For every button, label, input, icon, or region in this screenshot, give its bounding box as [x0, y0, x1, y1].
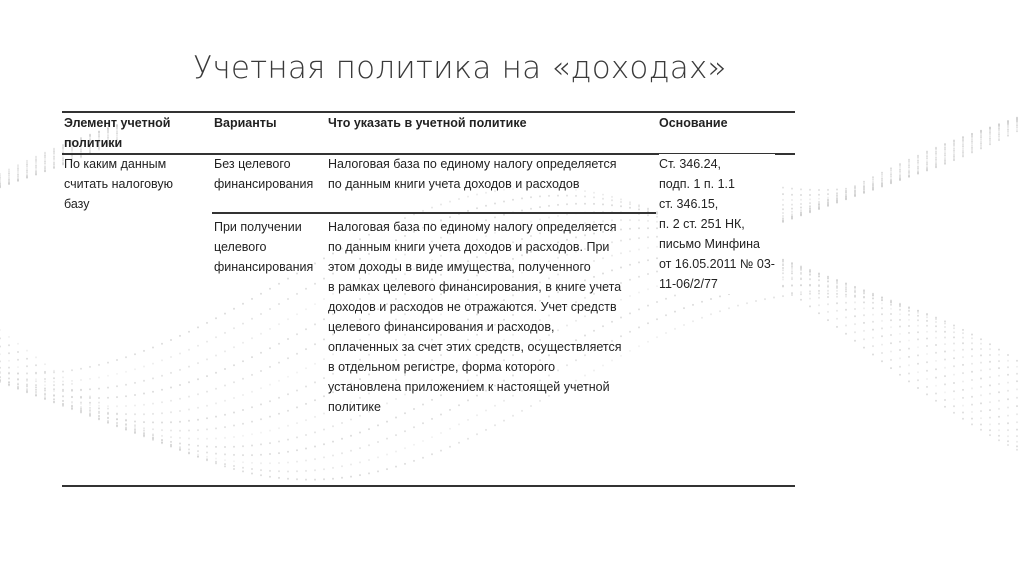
- text-line: доходов и расходов не отражаются. Учет средств: [328, 300, 617, 314]
- text-line: 11-06/2/77: [659, 277, 718, 291]
- text-line: подп. 1 п. 1.1: [659, 177, 735, 191]
- text-line: письмо Минфина: [659, 237, 760, 251]
- text-line: Варианты: [214, 116, 277, 130]
- header-basis: [659, 113, 728, 133]
- text-line: установлена приложением к настоящей учетной: [328, 380, 610, 394]
- text-line: Что указать в учетной политике: [328, 116, 527, 130]
- text-line: этом доходы в виде имущества, полученного: [328, 260, 591, 274]
- text-line: Основание: [659, 116, 728, 130]
- text-line: политике: [328, 400, 381, 414]
- text-line: считать налоговую: [64, 177, 174, 191]
- content-cell-2: [328, 217, 622, 417]
- content-cell-1: [328, 154, 617, 194]
- text-line: политики: [64, 136, 123, 150]
- basis-cell: [659, 154, 775, 294]
- text-line: п. 2 ст. 251 НК,: [659, 217, 745, 231]
- text-line: финансирования: [214, 177, 314, 191]
- header-element: [64, 113, 170, 153]
- header-what-to-specify: [328, 113, 527, 133]
- slide-title: Учетная политика на «доходах»: [193, 50, 727, 86]
- header-variants: [214, 113, 277, 133]
- text-line: При получении: [214, 220, 302, 234]
- text-line: ст. 346.15,: [659, 197, 719, 211]
- text-line: базу: [64, 197, 90, 211]
- text-line: по данным книги учета доходов и расходов. При: [328, 240, 610, 254]
- row-divider: [212, 212, 656, 214]
- text-line: целевого: [214, 240, 267, 254]
- table-bottom-rule: [62, 485, 795, 487]
- text-line: в рамках целевого финансирования, в книге учета: [328, 280, 622, 294]
- text-line: По каким данным: [64, 157, 167, 171]
- text-line: Элемент учетной: [64, 116, 171, 130]
- text-line: оплаченных за счет этих средств, осуществляется: [328, 340, 622, 354]
- text-line: Налоговая база по единому налогу определяется: [328, 157, 617, 171]
- text-line: в отдельном регистре, форма которого: [328, 360, 556, 374]
- text-line: Ст. 346.24,: [659, 157, 722, 171]
- variant-cell-2: [214, 217, 313, 277]
- text-line: от 16.05.2011 № 03-: [659, 257, 775, 271]
- element-cell: [64, 154, 173, 214]
- text-line: по данным книги учета доходов и расходов: [328, 177, 580, 191]
- variant-cell-1: [214, 154, 313, 194]
- text-line: Без целевого: [214, 157, 291, 171]
- text-line: финансирования: [214, 260, 314, 274]
- text-line: целевого финансирования и расходов,: [328, 320, 555, 334]
- text-line: Налоговая база по единому налогу определяется: [328, 220, 617, 234]
